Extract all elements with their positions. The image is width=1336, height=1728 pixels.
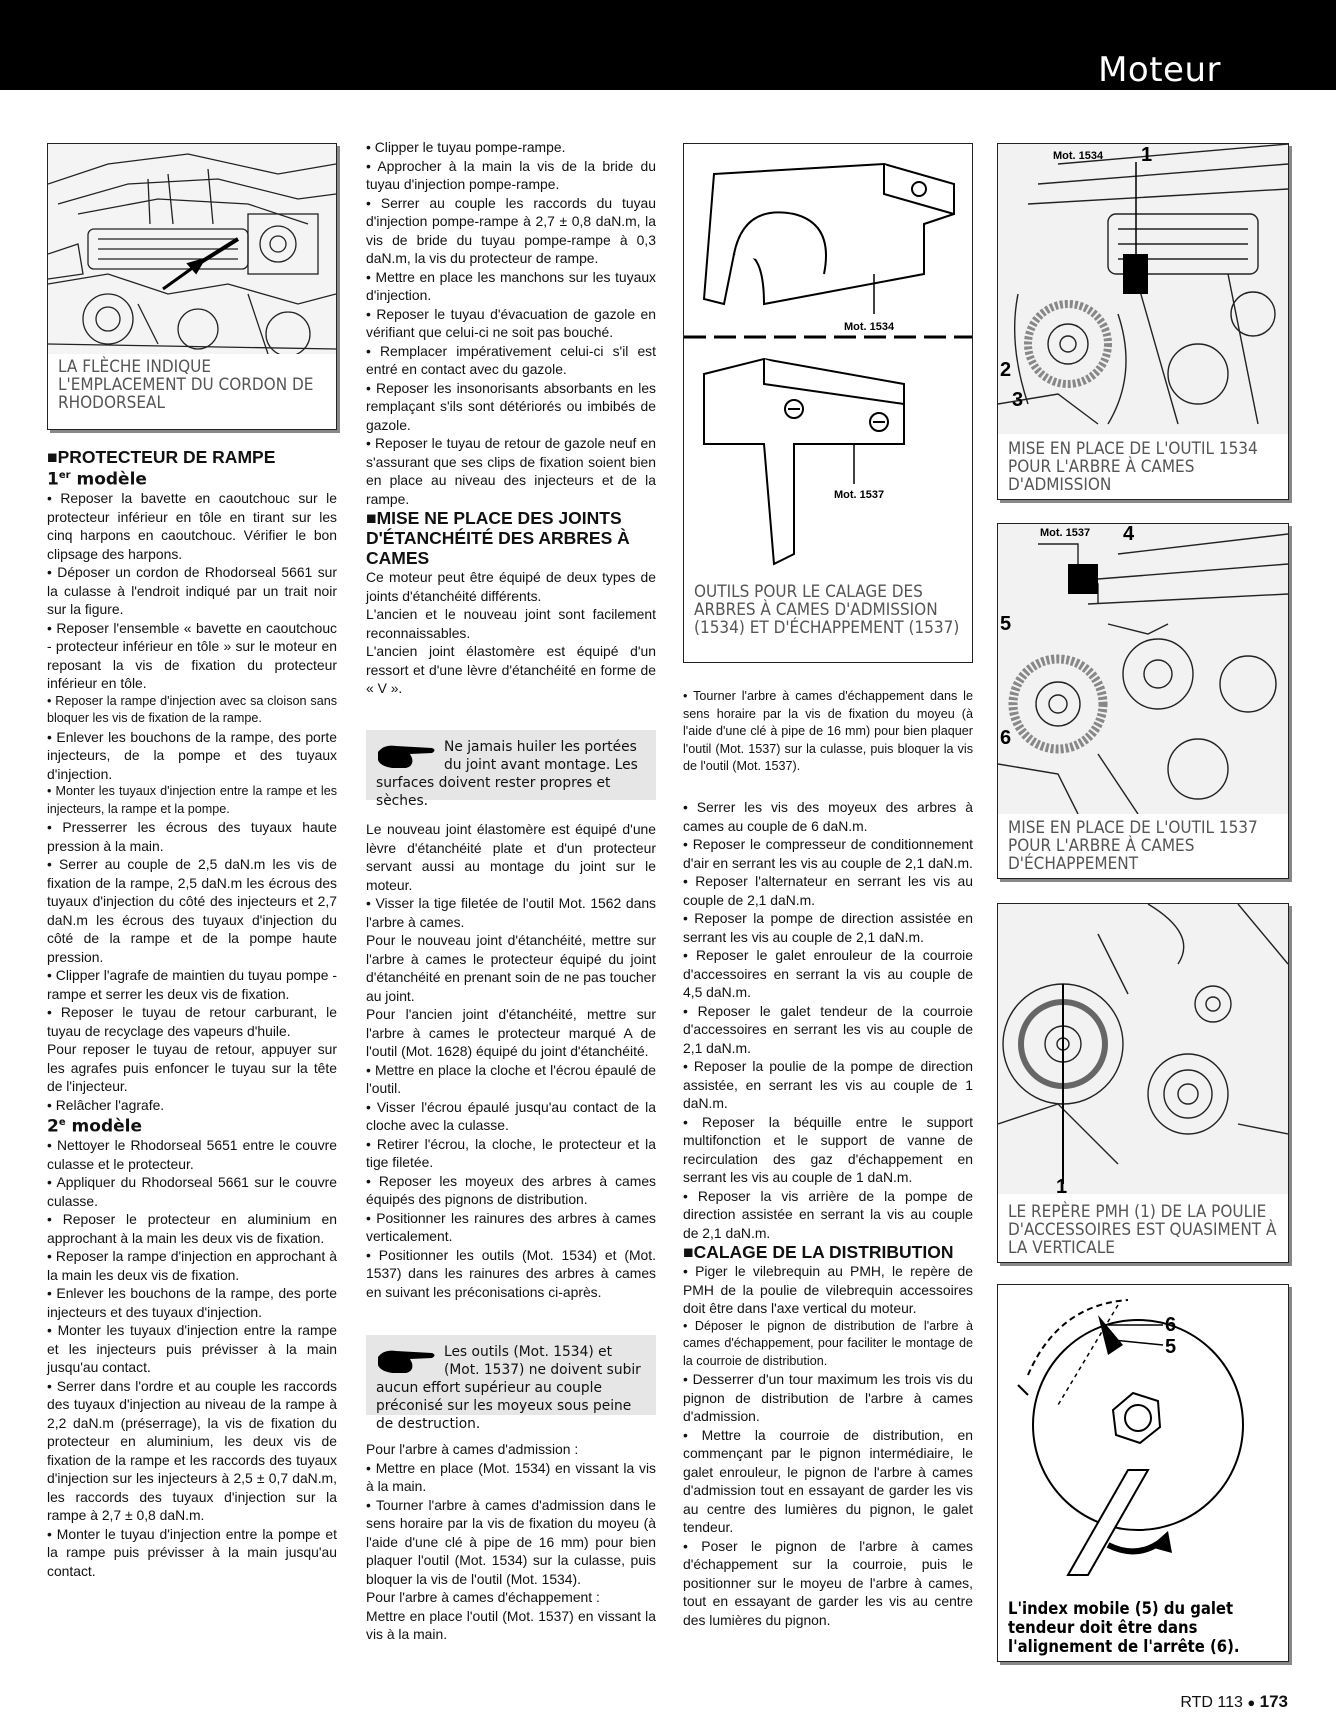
callout-2: 2: [1000, 359, 1012, 381]
pointing-hand-icon: [376, 1343, 438, 1379]
paragraph: Pour l'arbre à cames d'admission :: [366, 1441, 579, 1457]
paragraph: • Mettre en place la cloche et l'écrou épaulé de l'outil.: [366, 1061, 656, 1096]
callout-5: 5: [1165, 1336, 1177, 1358]
section-title: Moteur: [1098, 50, 1221, 90]
subheading-text: modèle: [70, 469, 147, 490]
section-heading-calage: ■CALAGE DE LA DISTRIBUTION: [683, 1242, 954, 1262]
tool-label-1534: Mot. 1534: [844, 321, 895, 333]
paragraph: • Reposer le tuyau de retour carburant, le tuyau de recyclage des vapeurs d'huile.: [47, 1004, 337, 1039]
paragraph: • Retirer l'écrou, la cloche, le protecteur et la tige filetée.: [366, 1135, 656, 1170]
header-bar: [0, 0, 1336, 90]
figure-outil-1534: [997, 143, 1289, 500]
figure-caption: OUTILS POUR LE CALAGE DES ARBRES À CAMES D'ADMISSION (1534) ET D'ÉCHAPPEMENT (1537): [684, 579, 972, 642]
paragraph: • Visser l'écrou épaulé jusqu'au contact de la cloche avec la culasse.: [366, 1098, 656, 1133]
paragraph: • Serrer dans l'ordre et au couple les raccords des tuyaux d'injection au niveau de la rampe à 2,2 daN.m (préserrage), la vis de fixation du protecteur en aluminium, les deux vis de fixation de la rampe et les raccords des tuyaux d'injection sur les injecteurs à 2,5 ± 0,7 daN.m, les raccords des tuyaux d'injection sur la rampe à 2,7 ± 0,8 daN.m.: [47, 1377, 337, 1524]
paragraph: • Reposer le galet tendeur de la courroie d'accessoires en serrant les vis au couple de 2,1 daN.m.: [683, 1002, 973, 1056]
paragraph: • Reposer la rampe d'injection en approchant à la main les deux vis de fixation.: [47, 1248, 337, 1283]
paragraph: • Tourner l'arbre à cames d'échappement dans le sens horaire par la vis de fixation du moyeu (à l'aide d'une clé à pipe de 16 mm) pour bien plaquer l'outil (Mot. 1537) sur la culasse, puis bloquer la vis de l'outil (Mot. 1537).: [683, 689, 973, 773]
paragraph: Pour reposer le tuyau de retour, appuyer sur les agrafes puis enfoncer le tuyau sur la tête de l'injecteur.: [47, 1041, 337, 1095]
subheading-ordinal: e: [58, 1117, 66, 1129]
paragraph: • Reposer le protecteur en aluminium en approchant à la main les deux vis de fixation.: [47, 1211, 337, 1246]
column-2-top: [366, 138, 656, 698]
paragraph: L'ancien et le nouveau joint sont facilement reconnaissables.: [366, 606, 656, 641]
figure-caption: MISE EN PLACE DE L'OUTIL 1537 POUR L'ARBRE À CAMES D'ÉCHAPPEMENT: [998, 815, 1288, 878]
figure-rhodorseal: [47, 143, 337, 430]
column-2-middle: [366, 820, 656, 1301]
warning-note-1: [366, 730, 656, 809]
paragraph: • Reposer les insonorisants absorbants en les remplaçant s'ils sont détériorés ou imbibés de gazole.: [366, 379, 656, 433]
callout-5: 5: [1000, 613, 1012, 635]
subheading-number: 2: [47, 1116, 59, 1137]
figure-caption: L'index mobile (5) du galet tendeur doit être dans l'alignement de l'arrête (6).: [998, 1595, 1288, 1661]
page-number: 173: [1259, 1692, 1288, 1711]
crankshaft-pulley-illustration: [998, 904, 1288, 1194]
paragraph: • Clipper le tuyau pompe-rampe.: [366, 139, 566, 155]
tool-label-1537: Mot. 1537: [1040, 527, 1091, 539]
paragraph: • Nettoyer le Rhodorseal 5651 entre le couvre culasse et le protecteur.: [47, 1137, 337, 1172]
figure-caption: MISE EN PLACE DE L'OUTIL 1534 POUR L'ARBRE À CAMES D'ADMISSION: [998, 436, 1288, 499]
paragraph: • Reposer le tuyau d'évacuation de gazole en vérifiant que celui-ci ne soit pas bouché.: [366, 305, 656, 340]
subheading-text: modèle: [65, 1116, 143, 1137]
paragraph: • Enlever les bouchons de la rampe, des porte injecteurs, de la pompe et des tuyaux d'injection.: [47, 728, 337, 782]
paragraph: • Reposer la pompe de direction assistée en serrant les vis au couple de 2,1 daN.m.: [683, 910, 973, 945]
column-1: [47, 447, 337, 1580]
paragraph: • Reposer la rampe d'injection avec sa cloison sans bloquer les vis de fixation de la rampe.: [47, 693, 337, 726]
tensioner-illustration: [998, 1285, 1288, 1580]
note-text: Ne jamais huiler les portées du joint avant montage. Les surfaces doivent rester propres et sèches.: [376, 739, 638, 809]
paragraph: • Reposer le compresseur de conditionnement d'air en serrant les vis au couple de 2,1 daN.m.: [683, 836, 973, 871]
paragraph: • Poser le pignon de l'arbre à cames d'échappement sur la courroie, puis le positionner sur le moyeu de l'arbre à cames, tout en essayant de garder les vis au centre des lumières du pignon.: [683, 1537, 973, 1628]
paragraph: • Remplacer impérativement celui-ci s'il est entré en contact avec du gazole.: [366, 342, 656, 377]
tool-label-1534: Mot. 1534: [1053, 150, 1104, 162]
column-3-middle: [683, 798, 973, 1629]
paragraph: • Reposer l'alternateur en serrant les vis au couple de 2,1 daN.m.: [683, 873, 973, 908]
paragraph: Pour le nouveau joint d'étanchéité, mettre sur l'arbre à cames le protecteur équipé du joint d'étanchéité en prenant soin de ne pas toucher au joint.: [366, 932, 656, 1004]
note-text: Les outils (Mot. 1534) et (Mot. 1537) ne doivent subir aucun effort supérieur au couple préconisé sur les moyeux sous peine de destruction.: [376, 1344, 641, 1432]
paragraph: • Enlever les bouchons de la rampe, des porte injecteurs et des tuyaux d'injection.: [47, 1285, 337, 1320]
paragraph: • Approcher à la main la vis de la bride du tuyau d'injection pompe-rampe.: [366, 157, 656, 192]
column-3-top: [683, 688, 973, 776]
paragraph: Ce moteur peut être équipé de deux types de joints d'étanchéité différents.: [366, 569, 656, 604]
figure-outil-1537: [997, 523, 1289, 879]
callout-6: 6: [1000, 727, 1012, 749]
paragraph: • Reposer la béquille entre le support multifonction et le support de vanne de recirculation des gaz d'échappement en serrant les vis au couple de 1 daN.m.: [683, 1113, 973, 1185]
callout-6: 6: [1165, 1314, 1177, 1336]
paragraph: • Serrer au couple de 2,5 daN.m les vis de fixation de la rampe, 2,5 daN.m les écrous des tuyaux d'injection du côté des injecteurs et 2,7 daN.m les écrous des tuyaux d'injection du côté de la rampe et de la pompe haute pression.: [47, 856, 337, 965]
paragraph: • Reposer l'ensemble « bavette en caoutchouc - protecteur inférieur en tôle » sur le moteur en reposant la vis de fixation du protecteur inférieur en tôle.: [47, 619, 337, 692]
figure-repere-pmh: [997, 903, 1289, 1263]
paragraph: • Reposer la bavette en caoutchouc sur le protecteur inférieur en tôle en tirant sur les cinq harpons en caoutchouc. Vérifier le bon clipsage des harpons.: [47, 490, 337, 562]
paragraph: • Serrer au couple les raccords du tuyau d'injection pompe-rampe à 2,7 ± 0,8 daN.m, la vis de bride du tuyau pompe-rampe à 0,3 daN.m, la vis du protecteur de rampe.: [366, 194, 656, 266]
paragraph: • Monter les tuyaux d'injection entre la rampe et les injecteurs puis prévisser à la main jusqu'au contact.: [47, 1322, 337, 1376]
subheading-modele-1: [47, 467, 337, 489]
column-2-bottom: [366, 1440, 656, 1644]
warning-note-2: [366, 1335, 656, 1432]
paragraph: Pour l'arbre à cames d'échappement :: [366, 1589, 600, 1605]
paragraph: • Relâcher l'agrafe.: [47, 1096, 165, 1113]
figure-index-mobile: [997, 1284, 1289, 1662]
callout-3: 3: [1012, 389, 1024, 411]
page-footer: [1180, 1692, 1288, 1712]
paragraph: • Piger le vilebrequin au PMH, le repère de PMH de la poulie de vilebrequin accessoires doit être dans l'axe vertical du moteur.: [683, 1263, 973, 1316]
subheading-ordinal: er: [58, 470, 71, 481]
paragraph: • Presserrer les écrous des tuyaux haute pression à la main.: [47, 819, 337, 854]
paragraph: • Reposer le galet enrouleur de la courroie d'accessoires en serrant la vis au couple de 4,5 daN.m.: [683, 947, 973, 1000]
paragraph: • Déposer un cordon de Rhodorseal 5661 sur la culasse à l'endroit indiqué par un trait noir sur la figure.: [47, 564, 337, 618]
paragraph: • Mettre en place (Mot. 1534) en vissant la vis à la main.: [366, 1459, 656, 1494]
engine-tool-1537-illustration: [998, 524, 1288, 814]
paragraph: • Visser la tige filetée de l'outil Mot. 1562 dans l'arbre à cames.: [366, 895, 656, 930]
section-heading-joints: ■MISE NE PLACE DES JOINTS D'ÉTANCHÉITÉ DES ARBRES À CAMES: [366, 508, 630, 568]
paragraph: • Positionner les outils (Mot. 1534) et (Mot. 1537) dans les rainures des arbres à cames en suivant les préconisations ci-après.: [366, 1246, 656, 1300]
paragraph: • Monter les tuyaux d'injection entre la rampe et les injecteurs, la rampe et la pompe.: [47, 784, 337, 816]
magazine-ref: RTD 113: [1180, 1694, 1243, 1711]
paragraph: • Tourner l'arbre à cames d'admission dans le sens horaire par la vis de fixation du moyeu (à l'aide d'une clé à pipe de 16 mm) pour bien plaquer l'outil (Mot. 1534) sur la culasse, puis bloquer la vis de l'outil (Mot. 1534).: [366, 1496, 656, 1587]
paragraph: • Monter le tuyau d'injection entre la pompe et la rampe puis prévisser à la main jusqu'au contact.: [47, 1525, 337, 1579]
paragraph: Pour l'ancien joint d'étanchéité, mettre sur l'arbre à cames le protecteur marqué A de l'outil (Mot. 1628) équipé du joint d'étanchéité.: [366, 1006, 656, 1059]
figure-outils-calage: [683, 143, 973, 663]
section-heading-protecteur: ■PROTECTEUR DE RAMPE: [47, 447, 276, 467]
paragraph: • Reposer la poulie de la pompe de direction assistée, en serrant les vis au couple de 1 daN.m.: [683, 1058, 973, 1111]
subheading-number: 1: [47, 469, 59, 490]
paragraph: L'ancien joint élastomère est équipé d'un ressort et d'une lèvre d'étanchéité en forme de « V ».: [366, 643, 656, 696]
paragraph: • Clipper l'agrafe de maintien du tuyau pompe - rampe et serrer les deux vis de fixation.: [47, 967, 337, 1002]
callout-1: 1: [1056, 1176, 1068, 1194]
paragraph: Le nouveau joint élastomère est équipé d'une lèvre d'étanchéité plate et d'un protecteur servant aussi au montage du joint sur le moteur.: [366, 821, 656, 893]
tools-illustration: [684, 144, 972, 574]
subheading-modele-2: [47, 1114, 337, 1136]
paragraph: • Reposer la vis arrière de la pompe de direction assistée en serrant la vis au couple de 2,1 daN.m.: [683, 1187, 973, 1241]
bullet-icon: ●: [1247, 1695, 1256, 1710]
paragraph: • Reposer le tuyau de retour de gazole neuf en s'assurant que ses clips de fixation soient bien en place au niveau des injecteurs et de la rampe.: [366, 435, 656, 507]
paragraph: • Déposer le pignon de distribution de l'arbre à cames d'échappement, pour faciliter le montage de la courroie de distribution.: [683, 1318, 973, 1368]
callout-1: 1: [1141, 144, 1153, 166]
figure-caption: LA FLÈCHE INDIQUE L'EMPLACEMENT DU CORDON DE RHODORSEAL: [48, 354, 336, 417]
paragraph: • Positionner les rainures des arbres à cames verticalement.: [366, 1209, 656, 1244]
callout-4: 4: [1123, 524, 1135, 545]
paragraph: Mettre en place l'outil (Mot. 1537) en vissant la vis à la main.: [366, 1607, 656, 1642]
paragraph: • Appliquer du Rhodorseal 5661 sur le couvre culasse.: [47, 1174, 337, 1209]
paragraph: • Mettre la courroie de distribution, en commençant par le pignon intermédiaire, le galet enrouleur, le pignon de l'arbre à cames d'admission tout en essayant de garder les vis au centre des lumières du pignon, le galet tendeur.: [683, 1426, 973, 1535]
paragraph: • Mettre en place les manchons sur les tuyaux d'injection.: [366, 268, 656, 303]
pointing-hand-icon: [376, 738, 438, 774]
tool-label-1537: Mot. 1537: [834, 489, 885, 501]
paragraph: • Reposer les moyeux des arbres à cames équipés des pignons de distribution.: [366, 1172, 656, 1207]
paragraph: • Desserrer d'un tour maximum les trois vis du pignon de distribution de l'arbre à cames d'admission.: [683, 1371, 973, 1424]
figure-caption: LE REPÈRE PMH (1) DE LA POULIE D'ACCESSOIRES EST QUASIMENT À LA VERTICALE: [998, 1199, 1288, 1262]
engine-illustration: [48, 144, 336, 359]
engine-tool-1534-illustration: [998, 144, 1288, 434]
paragraph: • Serrer les vis des moyeux des arbres à cames au couple de 6 daN.m.: [683, 799, 973, 834]
